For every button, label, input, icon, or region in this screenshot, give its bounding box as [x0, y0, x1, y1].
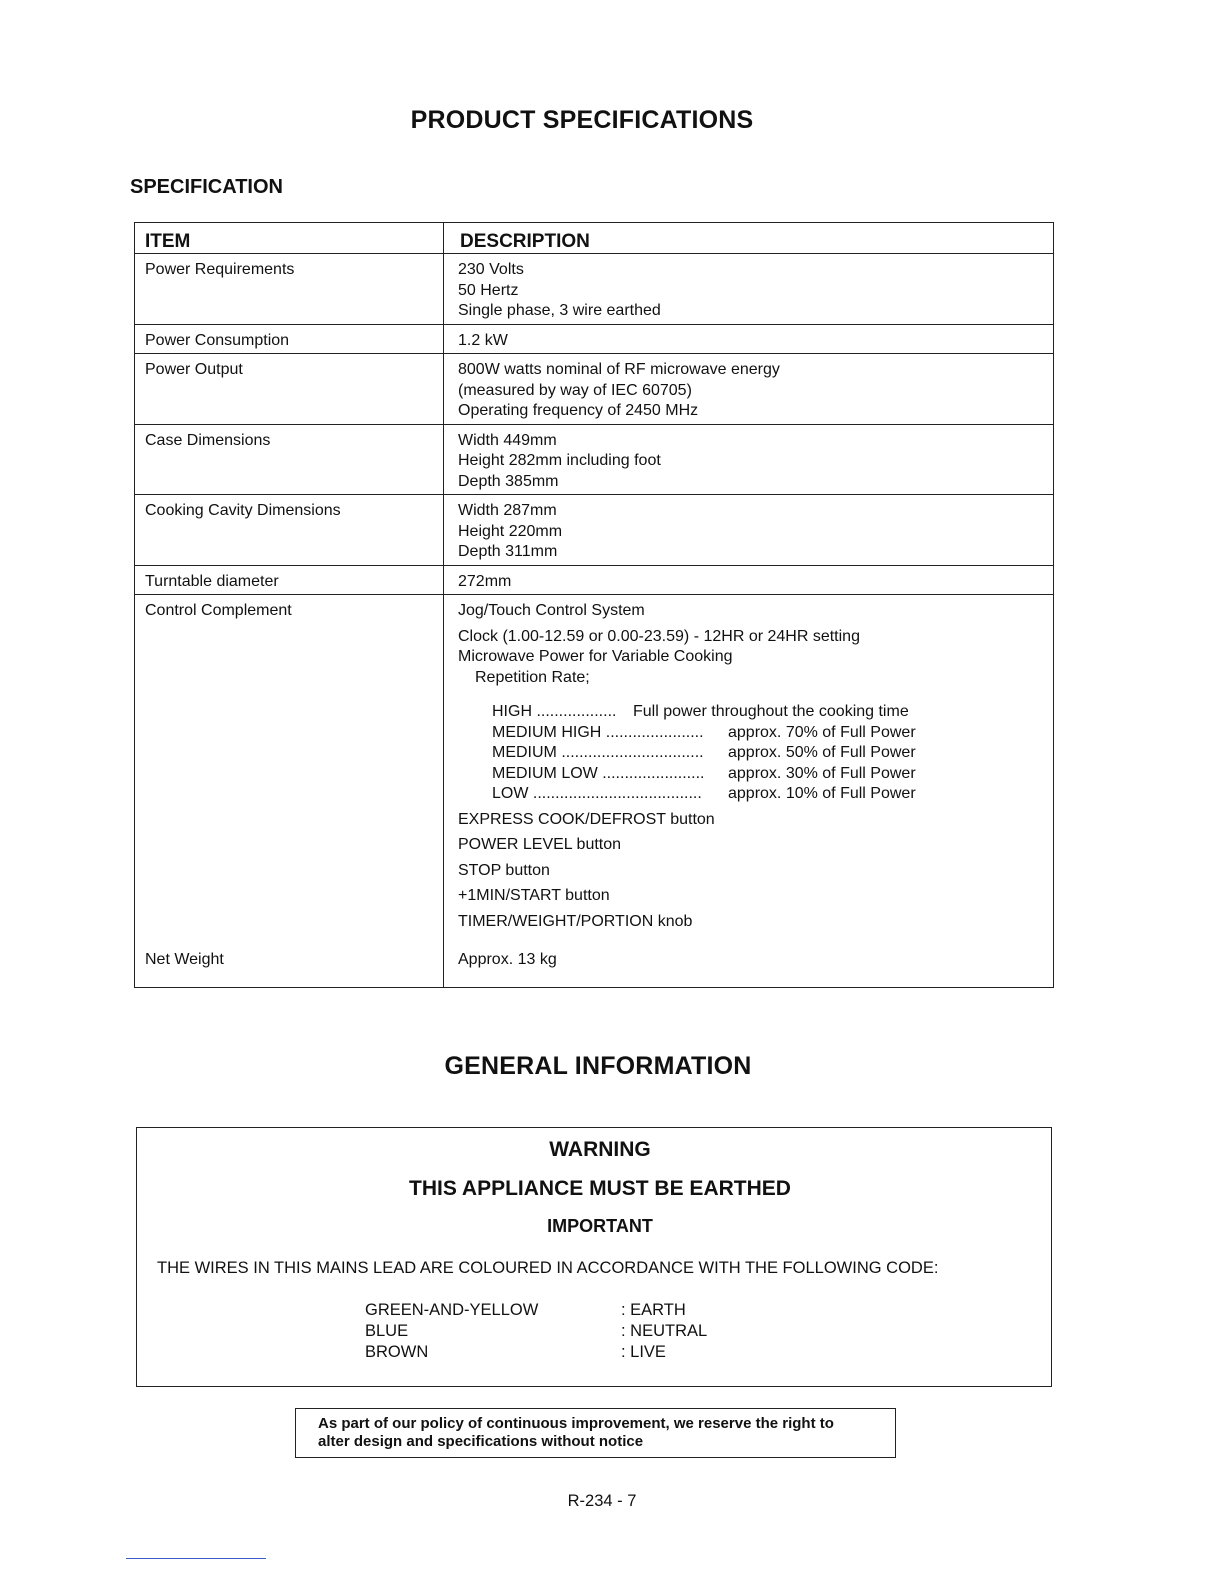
wire-colour: BLUE — [365, 1322, 409, 1340]
power-level-value: approx. 70% of Full Power — [728, 723, 916, 741]
power-level-row — [492, 723, 1004, 744]
power-level-name: MEDIUM LOW ....................... — [492, 764, 705, 782]
control-button-item: STOP button — [458, 861, 550, 879]
power-level-value: approx. 50% of Full Power — [728, 744, 916, 761]
spec-description — [444, 354, 1054, 425]
control-button-item: EXPRESS COOK/DEFROST button — [458, 810, 715, 828]
spec-item: Power Requirements — [135, 254, 444, 325]
specification-table — [134, 222, 1054, 988]
warning-box — [136, 1127, 1052, 1387]
power-level-value: approx. 30% of Full Power — [728, 764, 916, 782]
power-level-name: LOW ...................................... — [492, 785, 702, 802]
desc-line: Height 220mm — [458, 522, 563, 540]
desc-line: (measured by way of IEC 60705) — [458, 381, 692, 399]
spec-item: Control Complement — [135, 595, 444, 937]
desc-line: 50 Hertz — [458, 281, 519, 299]
desc-line: 800W watts nominal of RF microwave energy — [458, 361, 780, 378]
table-row — [135, 595, 1054, 937]
page-title: PRODUCT SPECIFICATIONS — [410, 106, 754, 134]
table-row — [135, 354, 1054, 425]
spec-description — [444, 424, 1054, 495]
variable-power: Microwave Power for Variable Cooking — [458, 648, 733, 665]
power-level-name: MEDIUM ................................ — [492, 744, 704, 761]
control-system: Jog/Touch Control System — [458, 602, 645, 619]
wire-row — [365, 1300, 707, 1321]
power-level-row — [492, 743, 1004, 764]
table-row — [135, 565, 1054, 595]
warning-subtitle: THIS APPLIANCE MUST BE EARTHED — [409, 1177, 791, 1200]
desc-line: Width 449mm — [458, 431, 557, 449]
power-level-name: HIGH .................. — [492, 703, 617, 720]
clock-spec: Clock (1.00-12.59 or 0.00-23.59) - 12HR or 24HR setting — [458, 627, 860, 645]
notice-line: alter design and specifications without notice — [318, 1432, 644, 1450]
spec-item: Power Output — [135, 354, 444, 425]
spec-item: Net Weight — [135, 936, 444, 987]
wire-meaning: : NEUTRAL — [621, 1322, 708, 1340]
power-level-value: Full power throughout the cooking time — [633, 703, 909, 720]
wiring-instruction: THE WIRES IN THIS MAINS LEAD ARE COLOURED IN ACCORDANCE WITH THE FOLLOWING CODE: — [157, 1259, 939, 1277]
power-level-table — [492, 702, 1004, 805]
footer-rule — [126, 1558, 266, 1559]
power-level-value: approx. 10% of Full Power — [728, 785, 916, 802]
desc-line: 230 Volts — [458, 261, 524, 278]
desc-line: 1.2 kW — [458, 331, 508, 349]
important-label: IMPORTANT — [547, 1216, 653, 1236]
page-number: R-234 - 7 — [567, 1492, 637, 1510]
spec-item: Turntable diameter — [135, 565, 444, 595]
desc-line: Depth 311mm — [458, 543, 558, 560]
section-heading: SPECIFICATION — [130, 176, 283, 198]
wire-meaning: : LIVE — [621, 1343, 666, 1361]
spec-description — [444, 254, 1054, 325]
power-level-name: MEDIUM HIGH ...................... — [492, 723, 704, 741]
warning-title: WARNING — [549, 1138, 651, 1161]
wire-colour-table — [365, 1300, 707, 1363]
desc-line: Width 287mm — [458, 502, 557, 519]
spec-item: Cooking Cavity Dimensions — [135, 495, 444, 566]
table-row — [135, 936, 1054, 987]
notice-line: As part of our policy of continuous improvement, we reserve the right to — [318, 1415, 834, 1432]
power-level-row — [492, 764, 1004, 785]
spec-description — [444, 495, 1054, 566]
wire-meaning: : EARTH — [621, 1301, 686, 1319]
spec-description — [444, 565, 1054, 595]
wire-row — [365, 1321, 707, 1342]
table-row — [135, 495, 1054, 566]
power-level-row — [492, 702, 1004, 723]
desc-line: 272mm — [458, 572, 512, 590]
desc-line: Height 282mm including foot — [458, 452, 661, 469]
wire-row — [365, 1342, 707, 1363]
desc-line: Single phase, 3 wire earthed — [458, 302, 661, 319]
table-row — [135, 424, 1054, 495]
desc-line: Operating frequency of 2450 MHz — [458, 402, 699, 419]
wire-colour: BROWN — [365, 1343, 429, 1361]
repetition-rate: Repetition Rate; — [475, 668, 590, 686]
table-row — [135, 254, 1054, 325]
control-button-item: +1MIN/START button — [458, 887, 610, 904]
table-header-row — [135, 223, 1054, 254]
improvement-notice — [295, 1408, 896, 1458]
spec-item: Power Consumption — [135, 324, 444, 354]
control-button-item: POWER LEVEL button — [458, 836, 622, 853]
general-information-title: GENERAL INFORMATION — [444, 1052, 752, 1080]
item-column-header: ITEM — [135, 223, 444, 254]
spec-item: Case Dimensions — [135, 424, 444, 495]
desc-line: Depth 385mm — [458, 472, 559, 490]
spec-description — [444, 324, 1054, 354]
control-button-item: TIMER/WEIGHT/PORTION knob — [458, 912, 693, 930]
control-complement-description — [444, 595, 1054, 937]
table-row — [135, 324, 1054, 354]
wire-colour: GREEN-AND-YELLOW — [365, 1301, 539, 1319]
power-level-row — [492, 784, 1004, 805]
description-column-header: DESCRIPTION — [444, 223, 1054, 254]
spec-description: Approx. 13 kg — [458, 951, 557, 968]
